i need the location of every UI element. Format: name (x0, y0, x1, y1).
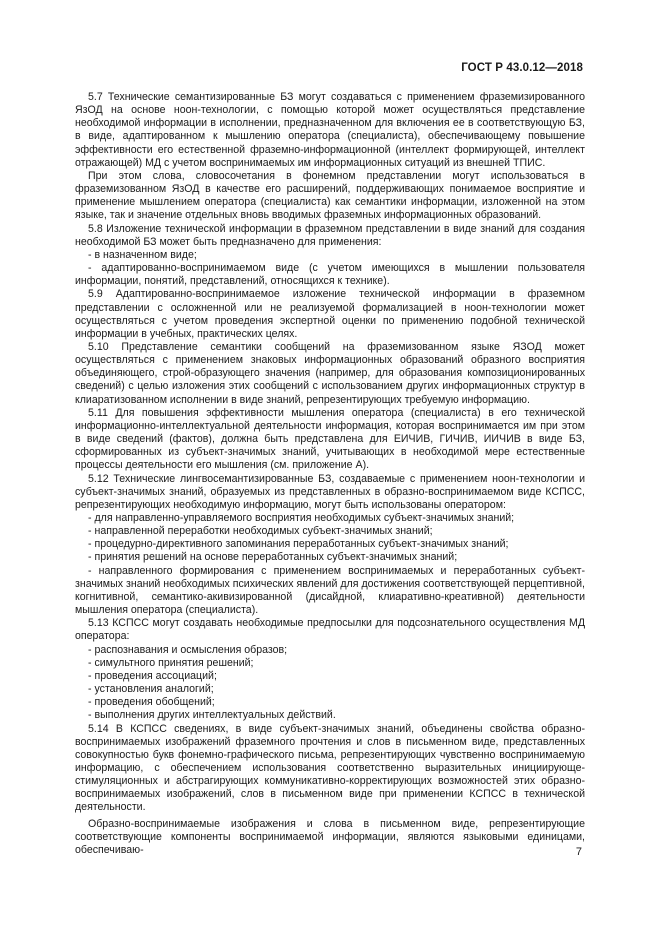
paragraph: 5.7 Технические семантизированные БЗ могут создаваться с применением фраземизированного ЯзОД на основе ноон-технологии, с помощью которой может осуществляться представление необходимой информации в исполнении, предназначенном для включения ее в соответствующую БЗ, в виде, адаптированном к мышлению оператора (специалиста), обеспечивающему повышение эффективности его естественной фраземно-информационной (интеллект формирующей, интеллект отражающей) МД с учетом воспринимаемых им информационных ситуаций из внешней ТПИС. (75, 91, 585, 169)
list-item: - адаптированно-воспринимаемом виде (с учетом имеющихся в мышлении пользователя информации, понятий, представлений, относящихся к технике). (75, 262, 585, 288)
paragraph: 5.8 Изложение технической информации в фраземном представлении в виде знаний для создания необходимой БЗ может быть предназначено для применения: (75, 222, 585, 248)
list-item: - симультного принятия решений; (88, 656, 254, 669)
list-item: - проведения ассоциаций; (88, 669, 217, 682)
document-header: ГОСТ Р 43.0.12—2018 (461, 62, 583, 74)
paragraph: 5.9 Адаптированно-воспринимаемое изложение технической информации в фраземном представлении с осложненной или не реализуемой формализацией в ноон-технологии может осуществляться с учетом проведения экспертной оценки по применению подобной технической информации в учебных, практических целях. (75, 288, 585, 340)
paragraph: При этом слова, словосочетания в фонемном представлении могут использоваться в фраземизованном ЯзОД в качестве его расширений, поддерживающих понимаемое восприятие и применение мышлением оператора (специалиста) как семантики информации, изложенной на этом языке, так и значение отдельных вновь вводимых фраземных информационных образований. (75, 169, 585, 222)
list-item: - распознавания и осмысления образов; (88, 643, 288, 656)
document-body (75, 91, 585, 857)
paragraph: 5.12 Технические лингвосемантизированные БЗ, создаваемые с применением ноон-технологии и субъект-значимых знаний, образуемых из представленных в образно-воспринимаемом виде КСПСС, репрезентирующих необходимую информацию, могут быть использованы оператором: (75, 472, 585, 511)
paragraph: 5.11 Для повышения эффективности мышления оператора (специалиста) в его технической информационно-интеллектуальной деятельности информация, которая воспринимается им при этом в виде сведений (фактов), должна быть представлена для ЕИЧИВ, ГИЧИВ, ИИЧИВ в виде БЗ, сформированных из субъект-значимых знаний, учитывающих в необходимой мере естественные процессы деятельности его мышления (см. приложение А). (75, 406, 585, 472)
paragraph: 5.14 В КСПСС сведениях, в виде субъект-значимых знаний, объединены свойства образно-воспринимаемых изображений фраземного прочтения и слов в письменном виде, представленных совокупностью букв фонемно-графического письма, репрезентирующих чувственно воспринимаемую информацию, с обеспечением использования соответственно выразительных инициирующе-стимуляционных и абстрагирующих коммуникативно-корректирующих возможностей этих образно-воспринимаемых изображений, слов в письменном виде при применении КСПСС в технической деятельности. (75, 722, 585, 814)
list-item: - направленного формирования с применением воспринимаемых и переработанных субъект-значимых знаний необходимых психических явлений для достижения соответствующей перцептивной, когнитивной, семантико-акивизированной (дисайдной, клиаративно-креативной) деятельности мышления оператора (специалиста). (75, 564, 585, 617)
list-item: - установления аналогий; (88, 683, 214, 696)
list-item: - процедурно-директивного запоминания переработанных субъект-значимых знаний; (88, 538, 509, 551)
list-item: - принятия решений на основе переработанных субъект-значимых знаний; (88, 551, 458, 564)
paragraph: 5.10 Представление семантики сообщений на фраземизованном языке ЯЗОД может осуществляться с применением знаковых информационных образований образного восприятия объединяющего, строй-образующего значения (например, для образования композиционированных сведений) с целью изложения этих сообщений с использованием других информационных структур в клиаратизованном исполнении в виде знаний, репрезентирующих требуемую информацию. (75, 340, 585, 406)
list-item: - в назначенном виде; (88, 248, 197, 261)
paragraph: Образно-воспринимаемые изображения и слова в письменном виде, репрезентирующие соответствующие компоненты воспринимаемой информации, являются языковыми единицами, обеспечиваю- (75, 817, 585, 856)
list-item: - направленной переработки необходимых субъект-значимых знаний; (88, 525, 433, 538)
page-number: 7 (575, 846, 582, 858)
list-item: - для направленно-управляемого восприятия необходимых субъект-значимых знаний; (88, 512, 515, 524)
list-item: - выполнения других интеллектуальных действий. (88, 709, 336, 722)
paragraph: 5.13 КСПСС могут создавать необходимые предпосылки для подсознательного осуществления МД оператора: (75, 617, 585, 643)
list-item: - проведения обобщений; (88, 696, 215, 709)
